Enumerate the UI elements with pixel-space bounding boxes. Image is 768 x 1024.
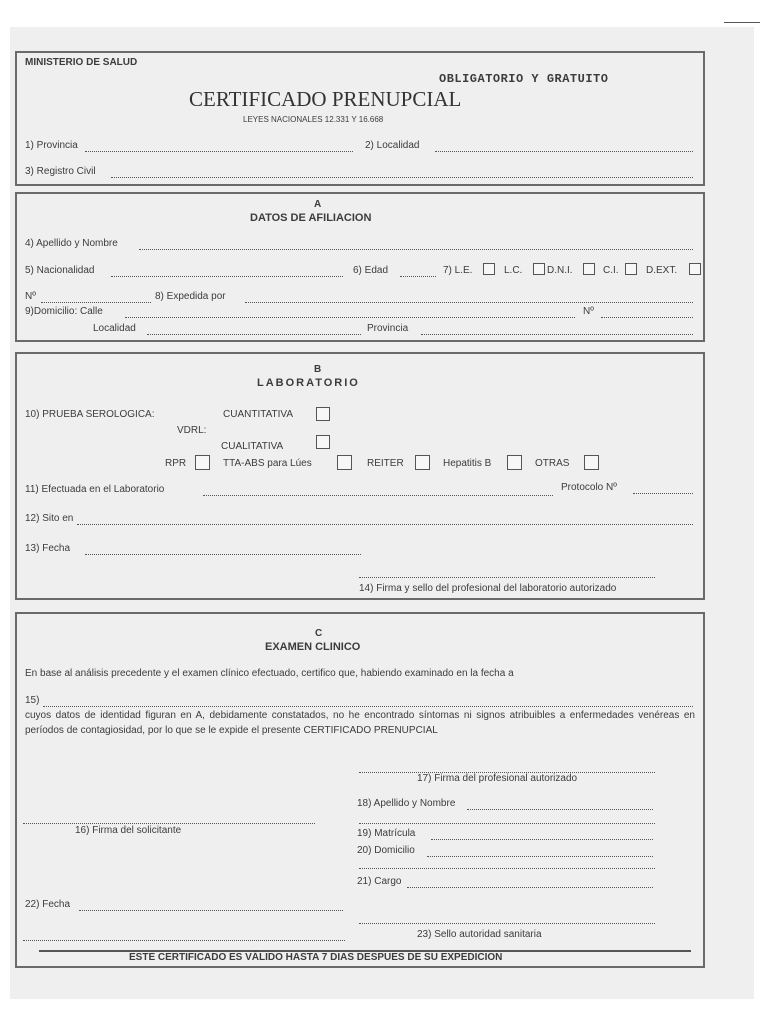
laws-label: LEYES NACIONALES 12.331 Y 16.668 [243,115,384,124]
apellido-field[interactable] [139,249,693,250]
nacionalidad-label: 5) Nacionalidad [25,265,95,276]
fecha-b-field[interactable] [85,554,361,555]
fecha-b-label: 13) Fecha [25,543,71,554]
sito-label: 12) Sito en [25,513,74,524]
section-a-box [15,192,705,342]
apellido-c-field[interactable] [467,809,653,810]
dni-label: D.N.I. [547,265,573,276]
protocolo-field[interactable] [633,493,693,494]
vdrl-label: VDRL: [177,425,207,436]
localidad-field[interactable] [435,151,693,152]
section-a-title: DATOS DE AFILIACION [250,212,372,224]
otras-label: OTRAS [535,458,570,469]
sito-field[interactable] [77,524,693,525]
validity-footer: ESTE CERTIFICADO ES VÁLIDO HASTA 7 DIAS DESPUES DE SU EXPEDICION [129,952,503,963]
localidad-a-label: Localidad [93,323,136,334]
firma-lab-label: 14) Firma y sello del profesional del laboratorio autorizado [359,583,617,594]
section-b-title: LABORATORIO [257,377,360,389]
le-checkbox[interactable] [483,263,495,275]
matricula-field[interactable] [431,839,653,840]
numero-label: Nº [25,291,36,302]
cualitativa-label: CUALITATIVA [221,441,284,452]
sello-line[interactable] [359,923,655,924]
ministry-label: MINISTERIO DE SALUD [25,57,138,68]
fecha-c-field[interactable] [79,910,343,911]
exam-intro: En base al análisis precedente y el examen clínico efectuado, certifico que, habiendo examinado en la fecha a [25,668,514,679]
form-title: CERTIFICADO PRENUPCIAL [189,87,462,111]
otras-checkbox[interactable] [584,455,599,470]
fecha-c-line-2[interactable] [23,940,345,941]
cuantitativa-label: CUANTITATIVA [223,409,293,420]
dext-checkbox[interactable] [689,263,701,275]
efectuada-field[interactable] [203,495,553,496]
tta-checkbox[interactable] [337,455,352,470]
exam-statement: cuyos datos de identidad figuran en A, debidamente constatados, no he encontrado síntomas ni signos atribuibles a enfermedades venéreas en períodos de contagiosidad, por lo que se le expide el presente CERTIFICADO PRENUPCIAL [25,710,695,736]
cuantitativa-checkbox[interactable] [316,407,330,421]
sello-label: 23) Sello autoridad sanitaria [417,929,542,940]
numero2-label: Nº [583,306,594,317]
provincia-a-field[interactable] [421,334,693,335]
section-c-letter: C [315,628,323,639]
localidad-label: 2) Localidad [365,140,420,151]
item15-label: 15) [25,695,40,706]
provincia-field[interactable] [85,151,353,152]
firma-sol-line-right[interactable] [359,823,655,824]
protocolo-label: Protocolo Nº [561,482,617,493]
numero2-field[interactable] [601,317,693,318]
firma-prof-label: 17) Firma del profesional autorizado [417,773,578,784]
apellido-c-label: 18) Apellido y Nombre [357,798,456,809]
prueba-label: 10) PRUEBA SEROLOGICA: [25,409,155,420]
rpr-checkbox[interactable] [195,455,210,470]
registro-field[interactable] [111,177,693,178]
tta-label: TTA-ABS para Lúes [223,458,312,469]
cargo-field[interactable] [407,887,653,888]
hepatitis-label: Hepatitis B [443,458,492,469]
firma-lab-line[interactable] [359,577,655,578]
cualitativa-checkbox[interactable] [316,435,330,449]
dni-checkbox[interactable] [583,263,595,275]
calle-field[interactable] [125,317,575,318]
section-b-box [15,352,705,600]
cargo-label: 21) Cargo [357,876,402,887]
provincia-label: 1) Provincia [25,140,78,151]
section-c-title: EXAMEN CLINICO [265,641,361,653]
hepatitis-checkbox[interactable] [507,455,522,470]
domicilio-c-field[interactable] [427,856,653,857]
mandatory-label: OBLIGATORIO Y GRATUITO [439,72,609,86]
rpr-label: RPR [165,458,187,469]
registro-label: 3) Registro Civil [25,166,96,177]
nacionalidad-field[interactable] [111,276,343,277]
ci-label: C.I. [603,265,619,276]
domicilio-c-label: 20) Domicilio [357,845,415,856]
reiter-checkbox[interactable] [415,455,430,470]
dext-label: D.EXT. [646,265,678,276]
section-a-letter: A [314,199,322,210]
efectuada-label: 11) Efectuada en el Laboratorio [25,484,165,495]
corner-mark [724,22,760,23]
fecha-c-label: 22) Fecha [25,899,71,910]
header-box [15,51,705,186]
lc-checkbox[interactable] [533,263,545,275]
section-b-letter: B [314,364,322,375]
apellido-label: 4) Apellido y Nombre [25,238,118,249]
item15-field[interactable] [43,706,693,707]
firma-sol-label: 16) Firma del solicitante [75,825,182,836]
numero-field[interactable] [41,302,151,303]
provincia-a-label: Provincia [367,323,409,334]
edad-field[interactable] [400,276,436,277]
expedida-label: 8) Expedida por [155,291,226,302]
edad-label: 6) Edad [353,265,389,276]
matricula-label: 19) Matrícula [357,828,416,839]
localidad-a-field[interactable] [147,334,361,335]
expedida-field[interactable] [245,302,693,303]
firma-sol-line[interactable] [23,823,315,824]
domicilio-label: 9)Domicilio: Calle [25,306,103,317]
section-c-box [15,612,705,968]
le-label: 7) L.E. [443,265,473,276]
reiter-label: REITER [367,458,404,469]
ci-checkbox[interactable] [625,263,637,275]
domicilio-c-field-2[interactable] [359,868,655,869]
lc-label: L.C. [504,265,523,276]
